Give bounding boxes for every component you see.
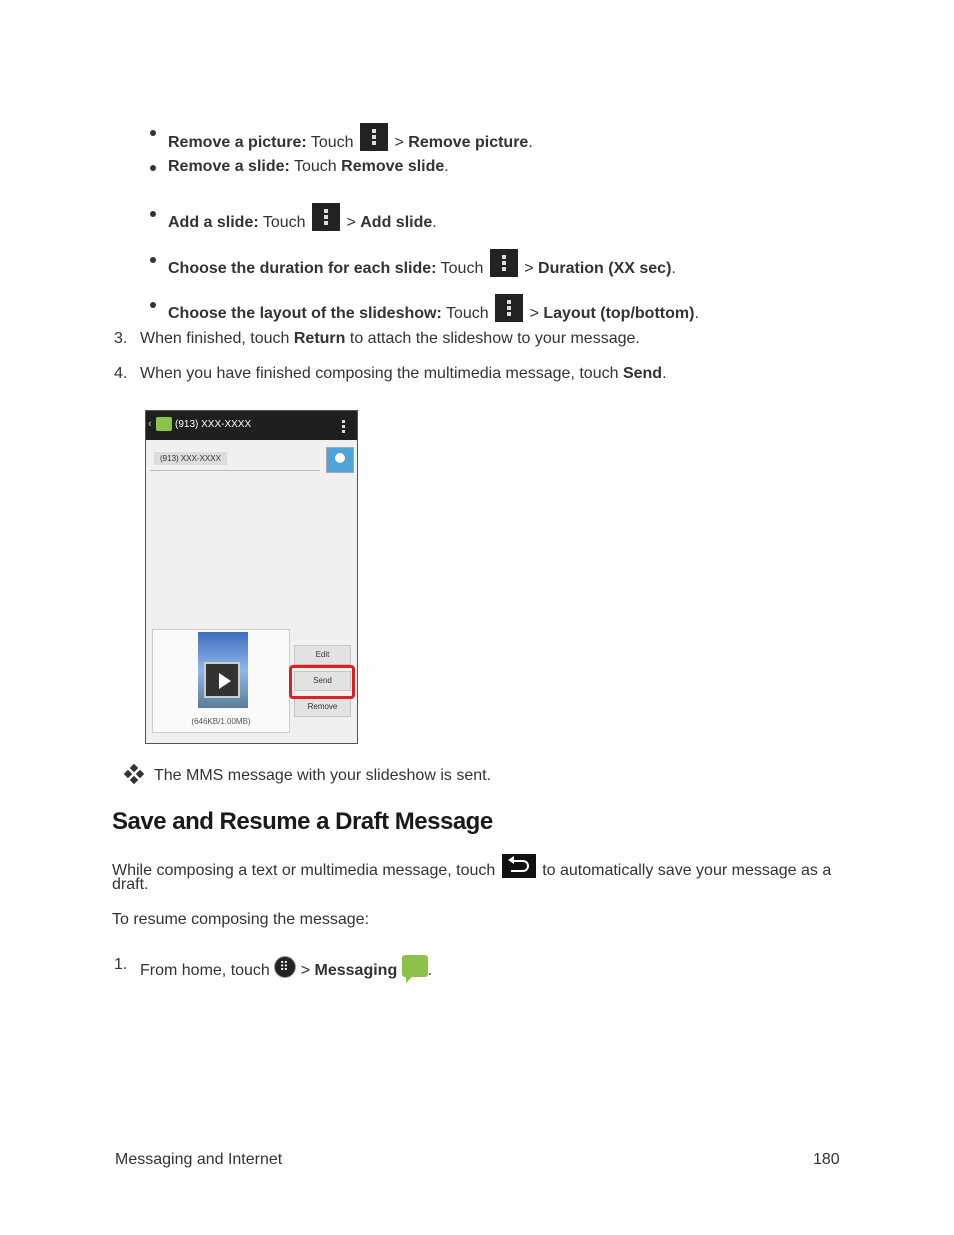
phone-title: (913) XXX-XXXX [175,419,252,430]
edit-button: Edit [294,645,351,665]
resume-step-1: From home, touch ⠿ > Messaging . [140,955,432,981]
menu-icon [360,123,388,151]
menu-icon [490,249,518,277]
bullet-dot [150,165,156,171]
bullet-dot [150,130,156,136]
contact-icon [326,447,354,473]
back-icon [502,854,536,878]
messaging-icon [402,955,428,977]
draft-paragraph-end: draft. [112,876,149,893]
phone-screenshot [145,410,358,744]
apps-icon [274,956,296,978]
recipient-field [150,449,320,471]
bullet-duration: Choose the duration for each slide: Touch > Duration (XX sec). [168,249,676,279]
play-icon [204,662,240,698]
send-button: Send [294,671,351,691]
slide-thumbnail [198,632,248,708]
send-highlight [289,665,355,699]
footer-page-number: 180 [813,1151,840,1168]
step-4-text: When you have finished composing the multimedia message, touch Send. [140,365,667,382]
step-number: 1. [114,956,128,973]
footer-section-title: Messaging and Internet [115,1151,283,1168]
step-number: 3. [114,330,128,347]
messaging-icon [156,417,172,431]
section-heading: Save and Resume a Draft Message [112,808,493,835]
bullet-remove-picture: Remove a picture: Touch > Remove picture. [168,123,533,153]
draft-paragraph: While composing a text or multimedia message, touch to automatically save your message as a [112,854,831,881]
menu-icon [312,203,340,231]
attachment-size: (646KB/1.00MB) [191,717,251,726]
recipient-chip: (913) XXX-XXXX [154,452,227,465]
step-number: 4. [114,365,128,382]
result-text: The MMS message with your slideshow is sent. [154,767,492,784]
menu-icon [495,294,523,322]
bullet-dot [150,257,156,263]
menu-icon [342,420,345,432]
phone-action-bar [146,411,357,440]
resume-intro: To resume composing the message: [112,911,370,928]
bullet-remove-slide: Remove a slide: Touch Remove slide. [168,158,449,175]
bullet-dot [150,211,156,217]
result-diamond-icon [125,765,143,783]
step-3-text: When finished, touch Return to attach the slideshow to your message. [140,330,640,347]
back-chevron-icon: ‹ [148,418,152,430]
bullet-dot [150,302,156,308]
bullet-add-slide: Add a slide: Touch > Add slide. [168,203,437,233]
attachment-panel [152,629,290,733]
remove-button: Remove [294,697,351,717]
bullet-layout: Choose the layout of the slideshow: Touch > Layout (top/bottom). [168,294,699,324]
